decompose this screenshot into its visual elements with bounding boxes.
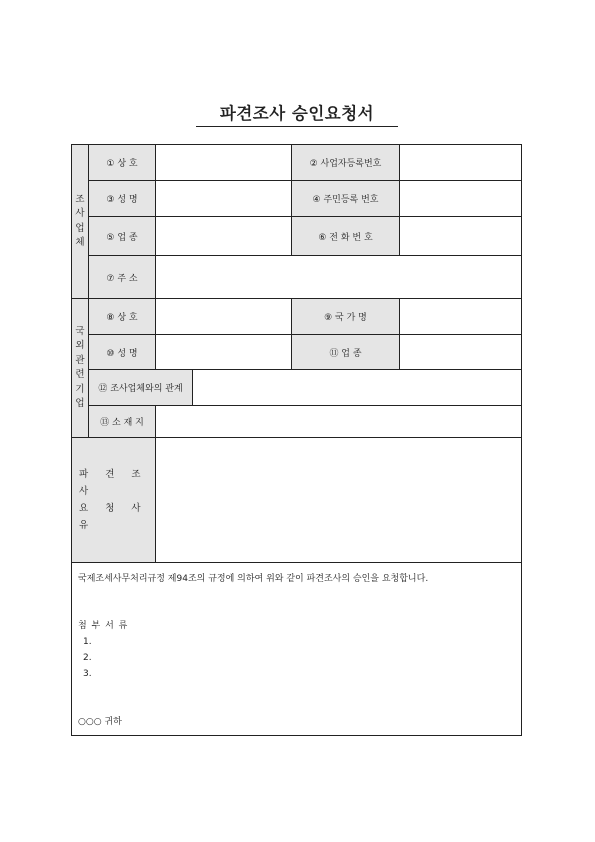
resident-reg-number-field[interactable] — [400, 181, 521, 216]
document-title: 파견조사 승인요청서 — [219, 104, 375, 123]
attachment-item: 1. — [83, 637, 92, 647]
business-reg-number-field[interactable] — [400, 145, 521, 180]
business-type-field[interactable] — [156, 217, 291, 255]
company-name-field[interactable] — [156, 145, 291, 180]
name-field[interactable] — [156, 181, 291, 216]
name-label: ③ 성 명 — [89, 181, 155, 216]
foreign-business-type-field[interactable] — [400, 335, 521, 369]
phone-number-label: ⑥ 전 화 번 호 — [292, 217, 399, 255]
dispatch-reason-label: 파 견 조 사 요 청 사 유 — [72, 438, 155, 562]
dispatch-reason-field[interactable] — [156, 438, 521, 562]
attachment-item: 2. — [83, 653, 92, 663]
inspected-company-section-label: 조 사 업 체 — [72, 145, 88, 298]
foreign-company-section-label: 국 외 관 련 기 업 — [72, 299, 88, 437]
title-underline — [196, 126, 398, 127]
location-field[interactable] — [156, 406, 521, 437]
request-statement: 국제조세사무처리규정 제94조의 규정에 의하여 위와 같이 파견조사의 승인을 요청합니다. — [78, 574, 429, 584]
attachments-label: 첨 부 서 류 — [78, 621, 129, 631]
foreign-business-type-label: ⑪ 업 종 — [292, 335, 399, 369]
company-name-label: ① 상 호 — [89, 145, 155, 180]
attachment-item: 3. — [83, 669, 92, 679]
country-label: ⑨ 국 가 명 — [292, 299, 399, 334]
addressee: ○○○ 귀하 — [78, 717, 122, 727]
business-type-label: ⑤ 업 종 — [89, 217, 155, 255]
foreign-company-name-field[interactable] — [156, 299, 291, 334]
representative-name-label: ⑩ 성 명 — [89, 335, 155, 369]
country-field[interactable] — [400, 299, 521, 334]
relationship-field[interactable] — [193, 370, 521, 405]
representative-name-field[interactable] — [156, 335, 291, 369]
request-form — [71, 144, 522, 736]
resident-reg-number-label: ④ 주민등록 번호 — [292, 181, 399, 216]
relationship-label: ⑫ 조사업체와의 관계 — [89, 370, 192, 405]
foreign-company-name-label: ⑧ 상 호 — [89, 299, 155, 334]
address-field[interactable] — [156, 256, 521, 298]
address-label: ⑦ 주 소 — [89, 256, 155, 298]
location-label: ⑬ 소 재 지 — [89, 406, 155, 437]
business-reg-number-label: ② 사업자등록번호 — [292, 145, 399, 180]
phone-number-field[interactable] — [400, 217, 521, 255]
